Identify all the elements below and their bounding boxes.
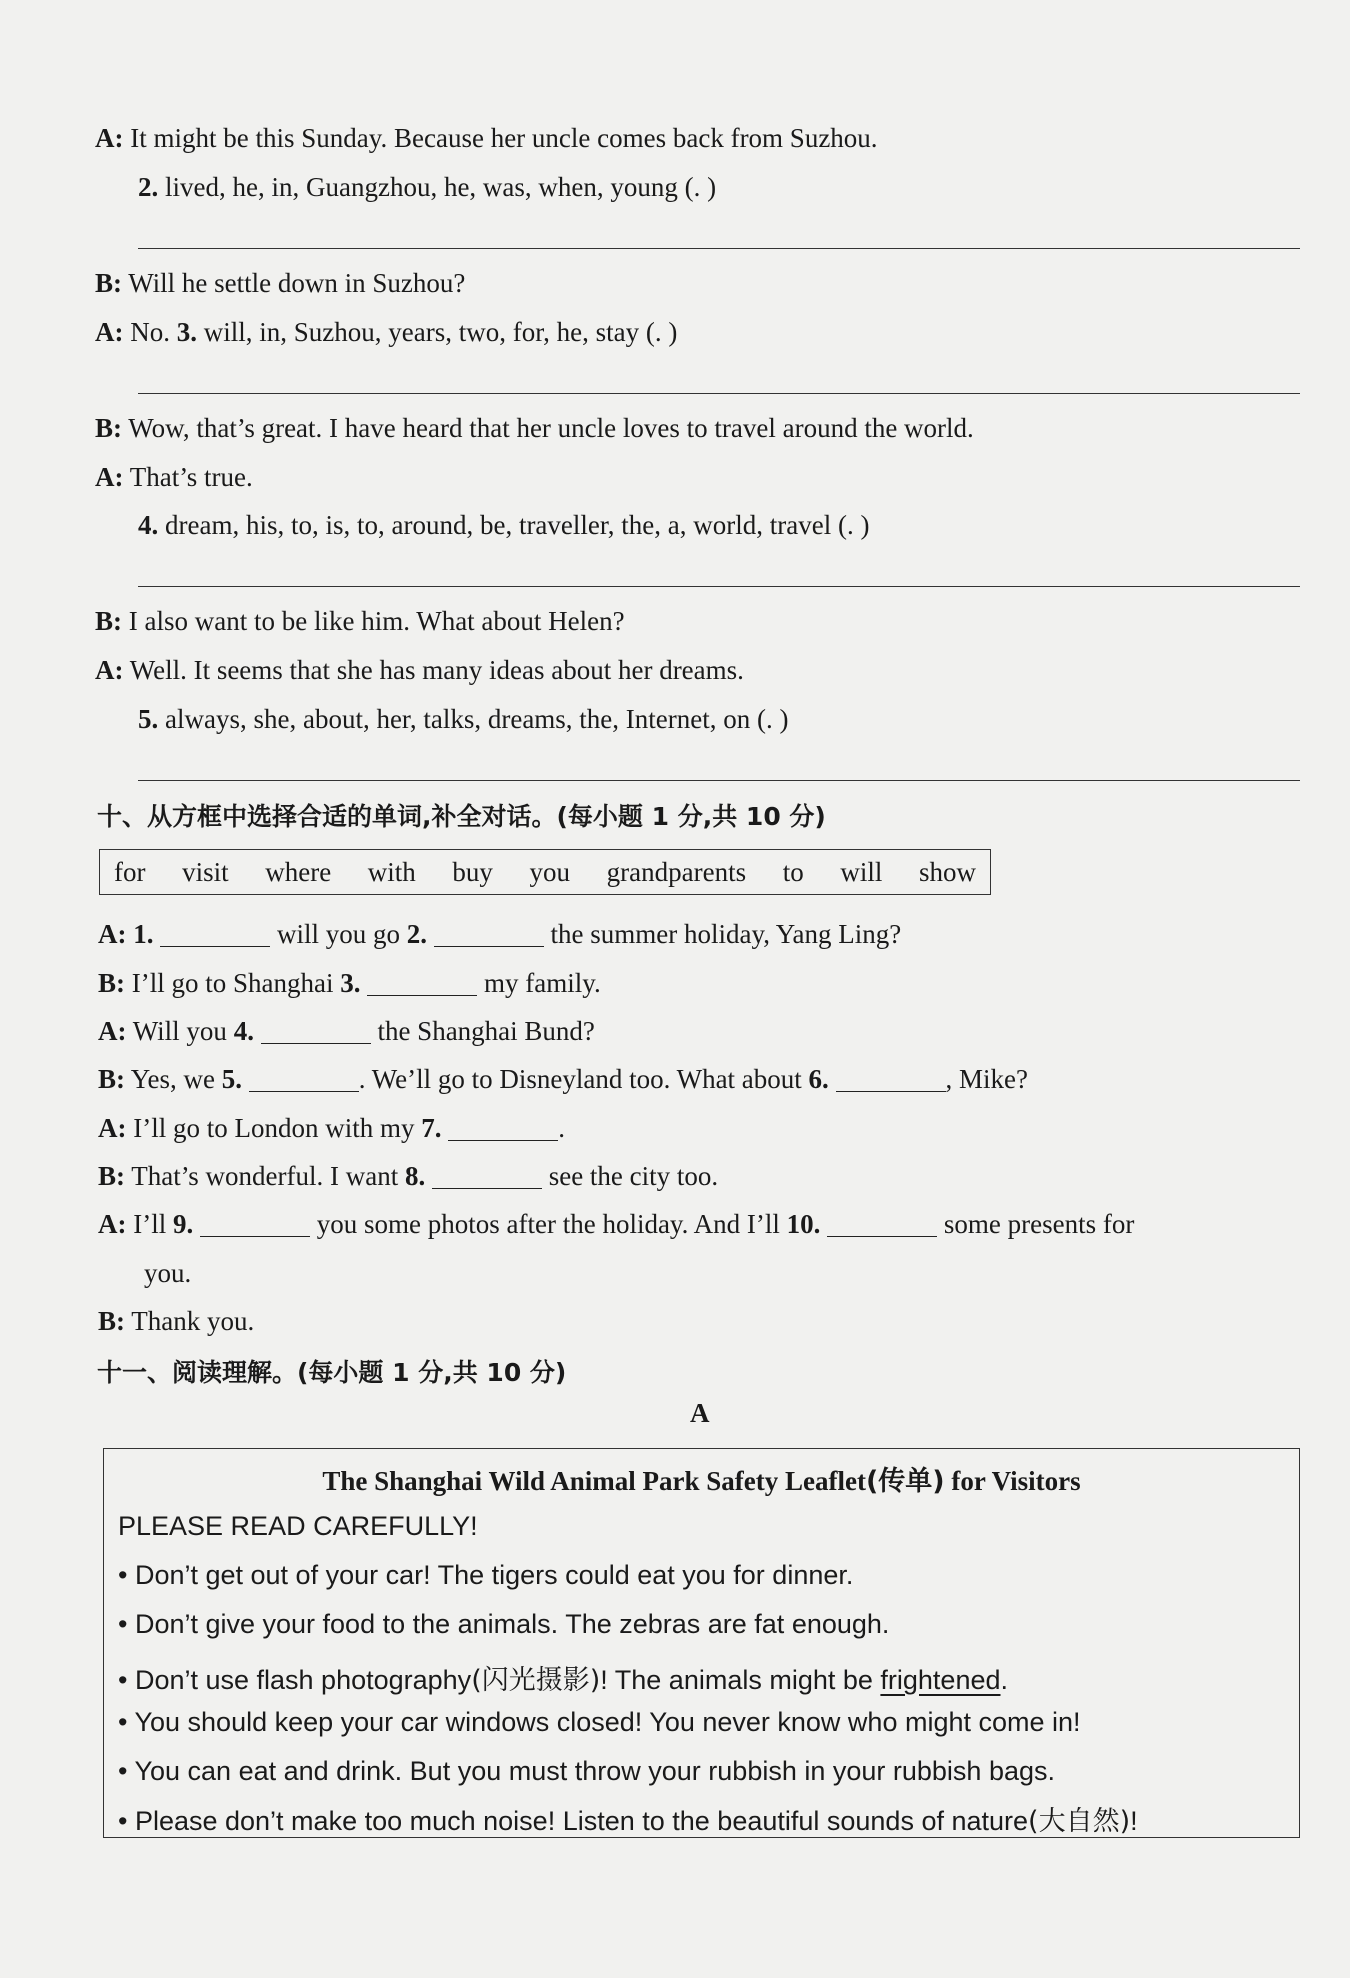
answer-line-3[interactable] [138,393,1300,394]
speaker-label: A: [95,123,124,153]
dialogue-text: , Mike? [945,1064,1029,1094]
question-words: lived, he, in, Guangzhou, he, was, when, young (. ) [165,172,717,202]
blank-number: 6. [808,1064,829,1094]
safety-leaflet [103,1448,1300,1838]
leaflet-title-text: The Shanghai Wild Animal Park Safety Leaflet [322,1466,866,1496]
dialogue-line [95,411,974,445]
blank-9[interactable] [200,1210,310,1237]
dialogue-text: I’ll go to Shanghai [131,968,334,998]
speaker-label: B: [98,1064,125,1094]
blank-number: 9. [173,1209,194,1239]
dialogue-line [98,966,601,1000]
speaker-label: B: [98,1161,125,1191]
dialogue-text: I’ll go to London with my [133,1113,415,1143]
dialogue-line [98,1159,718,1193]
word-option: to [782,856,804,887]
word-option: visit [182,856,229,887]
question-3 [95,315,677,349]
dialogue-line [98,1062,1028,1096]
speaker-label: A: [95,655,124,685]
question-number: 3. [176,317,197,347]
blank-number: 4. [233,1016,254,1046]
speaker-label: B: [98,1306,125,1336]
bullet-text: ! [1130,1806,1138,1836]
word-option: will [840,856,883,887]
dialogue-text: Wow, that’s great. I have heard that her uncle loves to travel around the world. [128,413,974,443]
question-number: 2. [138,172,159,202]
answer-line-4[interactable] [138,586,1300,587]
dialogue-text: No. [130,317,170,347]
dialogue-text: the Shanghai Bund? [377,1016,595,1046]
dialogue-line [95,460,253,494]
speaker-label: B: [98,968,125,998]
section-11-heading: 十一、阅读理解。(每小题 1 分,共 10 分) [97,1358,567,1387]
speaker-label: B: [95,268,122,298]
blank-5[interactable] [249,1065,359,1092]
dialogue-text: the summer holiday, Yang Ling? [550,919,902,949]
blank-8[interactable] [432,1162,542,1189]
dialogue-text: my family. [483,968,601,998]
dialogue-line [98,1111,565,1145]
dialogue-text: That’s wonderful. I want [131,1161,399,1191]
dialogue-line [95,604,625,638]
leaflet-title [104,1459,1299,1498]
bullet-text: . [1000,1665,1009,1695]
dialogue-text: will you go [277,919,401,949]
word-box [99,849,991,895]
dialogue-text: Will you [132,1016,227,1046]
dialogue-text: . [558,1113,565,1143]
word-option: for [114,856,146,887]
dialogue-text: Will he settle down in Suzhou? [128,268,466,298]
word-option: grandparents [606,856,747,887]
dialogue-text: you some photos after the holiday. And I’ll [316,1209,780,1239]
leaflet-title-text: for Visitors [944,1466,1081,1496]
blank-10[interactable] [827,1210,937,1237]
question-number: 5. [138,704,159,734]
question-4 [138,508,869,542]
blank-2[interactable] [434,920,544,947]
answer-line-2[interactable] [138,248,1300,249]
bullet-text: • Please don’t make too much noise! Listen to the beautiful sounds of nature [118,1806,1029,1836]
leaflet-bullet [118,1658,1008,1697]
dialogue-line [95,653,744,687]
speaker-label: B: [95,413,122,443]
dialogue-text: I also want to be like him. What about Helen? [128,606,625,636]
leaflet-bullet: • You should keep your car windows closed! You never know who might come in! [118,1707,1081,1737]
dialogue-line [98,1207,1134,1241]
dialogue-line [95,121,878,155]
dialogue-text: It might be this Sunday. Because her uncle comes back from Suzhou. [130,123,878,153]
speaker-label: A: [95,462,124,492]
leaflet-bullet [118,1799,1138,1838]
bullet-cn-gloss: (大自然) [1028,1806,1131,1837]
word-option: you [529,856,571,887]
dialogue-line [98,1014,595,1048]
dialogue-line [144,1256,191,1290]
dialogue-text: I’ll [133,1209,167,1239]
speaker-label: A: [98,1209,127,1239]
dialogue-text: Yes, we [130,1064,216,1094]
blank-number: 1. [133,919,154,949]
blank-number: 8. [404,1161,426,1191]
word-option: buy [452,856,493,887]
speaker-label: A: [98,919,127,949]
underlined-word: frightened [880,1665,1001,1695]
leaflet-bullet: • Don’t give your food to the animals. The zebras are fat enough. [118,1609,890,1639]
bullet-cn-gloss: (闪光摄影) [471,1665,601,1696]
dialogue-text: Thank you. [131,1306,255,1336]
question-number: 4. [138,510,159,540]
speaker-label: A: [98,1016,127,1046]
dialogue-text: That’s true. [129,462,253,492]
dialogue-text: you. [144,1258,192,1288]
dialogue-text: . We’ll go to Disneyland too. What about [358,1064,802,1094]
dialogue-text: some presents for [943,1209,1135,1239]
question-2 [138,170,716,204]
word-option: where [265,856,332,887]
blank-7[interactable] [448,1114,558,1141]
blank-3[interactable] [367,969,477,996]
dialogue-line [98,917,901,951]
bullet-text: ! The animals might be [600,1665,881,1695]
dialogue-line [98,1304,254,1338]
leaflet-title-cn: (传单) [865,1466,945,1497]
section-10-heading: 十、从方框中选择合适的单词,补全对话。(每小题 1 分,共 10 分) [97,802,826,831]
leaflet-subtitle: PLEASE READ CAREFULLY! [118,1511,478,1541]
speaker-label: A: [98,1113,127,1143]
blank-6[interactable] [836,1065,946,1092]
question-5 [138,702,788,736]
blank-number: 10. [786,1209,821,1239]
leaflet-bullet: • Don’t get out of your car! The tigers could eat you for dinner. [118,1560,854,1590]
passage-letter: A [690,1398,710,1428]
word-option: show [918,856,976,887]
dialogue-text: Well. It seems that she has many ideas about her dreams. [129,655,744,685]
blank-number: 3. [340,968,361,998]
blank-1[interactable] [160,920,270,947]
bullet-text: • Don’t use flash photography [118,1665,472,1695]
speaker-label: B: [95,606,122,636]
blank-4[interactable] [261,1017,371,1044]
leaflet-bullet: • You can eat and drink. But you must throw your rubbish in your rubbish bags. [118,1756,1055,1786]
dialogue-text: see the city too. [548,1161,719,1191]
dialogue-line [95,266,465,300]
speaker-label: A: [95,317,124,347]
word-option: with [367,856,416,887]
question-words: will, in, Suzhou, years, two, for, he, stay (. ) [203,317,678,347]
blank-number: 5. [221,1064,243,1094]
blank-number: 2. [406,919,428,949]
answer-line-5[interactable] [138,780,1300,781]
question-words: dream, his, to, is, to, around, be, traveller, the, a, world, travel (. ) [165,510,870,540]
blank-number: 7. [421,1113,442,1143]
question-words: always, she, about, her, talks, dreams, the, Internet, on (. ) [165,704,789,734]
